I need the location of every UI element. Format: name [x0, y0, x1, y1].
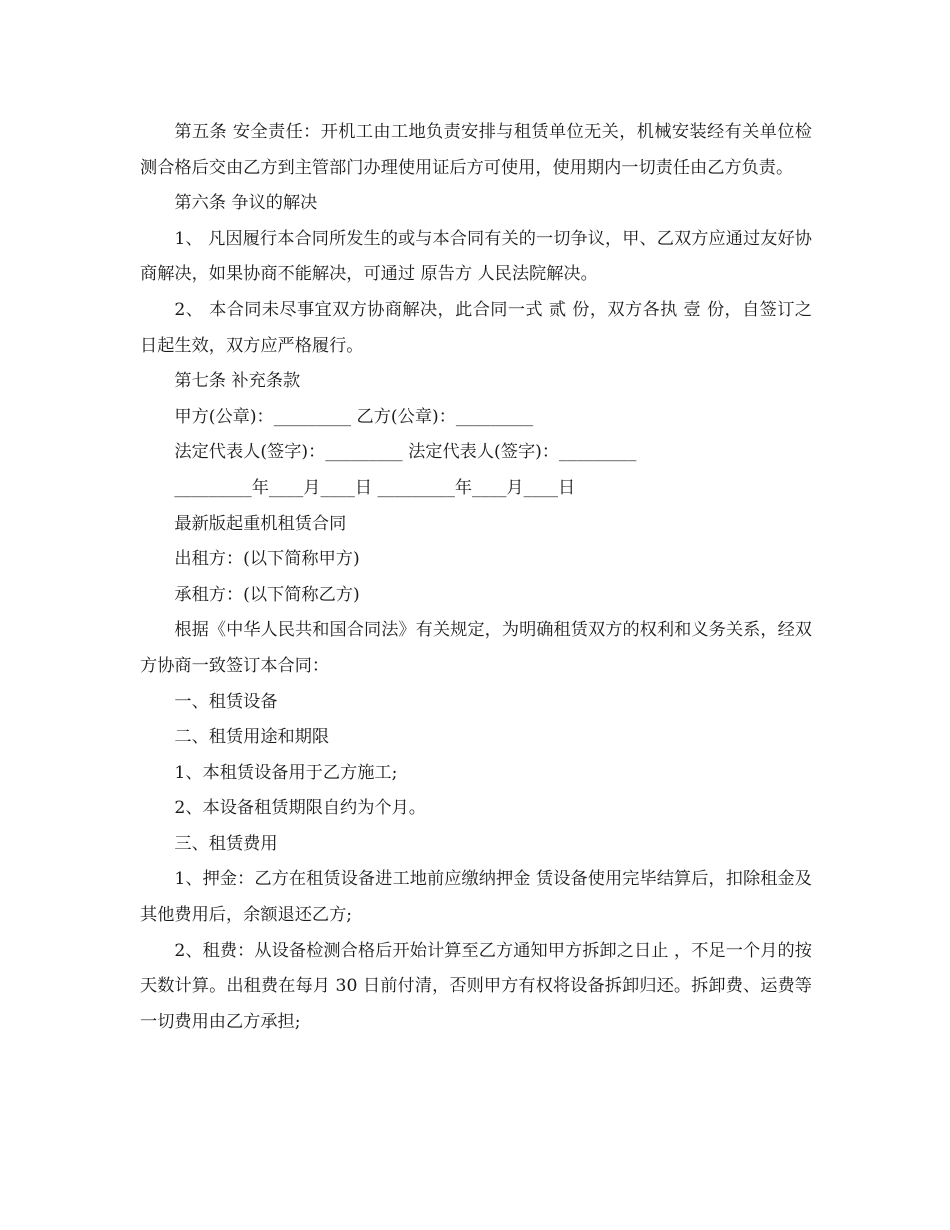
paragraph-dispute-1: 1、 凡因履行本合同所发生的或与本合同有关的一切争议，甲、乙双方应通过友好协商解决，如果协商不能解决，可通过 原告方 人民法院解决。 — [140, 228, 812, 285]
paragraph-article-6-heading: 第六条 争议的解决 — [174, 193, 318, 214]
signature-representative-line: 法定代表人(签字)：_________ 法定代表人(签字)：_________ — [174, 442, 637, 463]
section-3-item-2: 2、租费：从设备检测合格后开始计算至乙方通知甲方拆卸之日止 ，不足一个月的按天数计算。出租费在每月 30 日前付清，否则甲方有权将设备拆卸归还。拆卸费、运费等一切费用由乙方承担; — [140, 940, 812, 1032]
lessee-line: 承租方：(以下简称乙方) — [174, 584, 360, 605]
paragraph-article-5: 第五条 安全责任：开机工由工地负责安排与租赁单位无关，机械安装经有关单位检测合格后交由乙方到主管部门办理使用证后方可使用，使用期内一切责任由乙方负责。 — [140, 122, 812, 178]
contract-title: 最新版起重机租赁合同 — [174, 513, 347, 534]
section-1-heading: 一、租赁设备 — [174, 691, 278, 712]
lessor-line: 出租方：(以下简称甲方) — [174, 549, 360, 570]
signature-seal-line: 甲方(公章)：_________ 乙方(公章)：_________ — [174, 406, 534, 427]
paragraph-preamble: 根据《中华人民共和国合同法》有关规定，为明确租赁双方的权利和义务关系，经双方协商一致签订本合同： — [140, 620, 812, 676]
paragraph-article-7-heading: 第七条 补充条款 — [174, 371, 301, 392]
paragraph-dispute-2: 2、 本合同未尽事宜双方协商解决，此合同一式 贰 份，双方各执 壹 份，自签订之日起生效，双方应严格履行。 — [140, 299, 812, 356]
document-body — [140, 115, 812, 1040]
section-2-heading: 二、租赁用途和期限 — [174, 727, 330, 748]
section-2-item-1: 1、本租赁设备用于乙方施工; — [174, 762, 398, 783]
section-2-item-2: 2、本设备租赁期限自约为个月。 — [174, 798, 426, 819]
section-3-item-1: 1、押金：乙方在租赁设备进工地前应缴纳押金 赁设备使用完毕结算后，扣除租金及其他费用后，余额退还乙方; — [140, 869, 812, 926]
section-3-heading: 三、租赁费用 — [174, 833, 278, 854]
signature-date-line: _________年____月____日 _________年____月____日 — [174, 477, 576, 498]
